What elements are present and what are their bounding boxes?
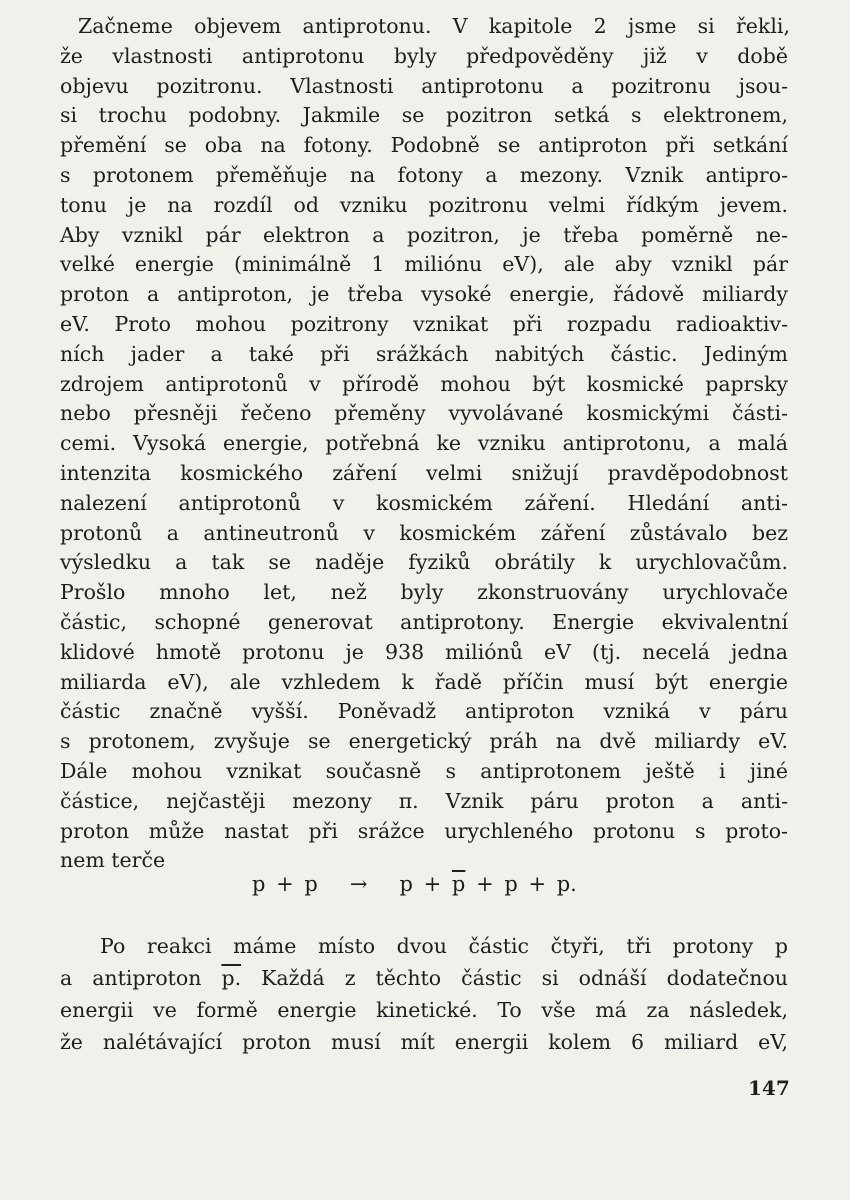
text-line: proton a antiproton, je třeba vysoké energie, řádově miliardy (60, 282, 788, 307)
paragraph-2-line: Po reakci máme místo dvou částic čtyři, tři protony p (100, 934, 788, 958)
equation-left: p + p (252, 872, 318, 896)
text-line: nem terče (60, 848, 166, 873)
text-line: si trochu podobny. Jakmile se pozitron setká s elektronem, (60, 103, 788, 128)
text-line: miliarda eV), ale vzhledem k řadě příčin musí být energie (60, 669, 788, 694)
reaction-equation (252, 872, 577, 896)
text-line: intenzita kosmického záření velmi snižují pravděpodobnost (60, 461, 788, 485)
equation-right-a: p + (399, 872, 442, 896)
text-line: tonu je na rozdíl od vzniku pozitronu velmi řídkým jevem. (60, 192, 788, 217)
text-line: eV. Proto mohou pozitrony vznikat při rozpadu radioaktiv- (60, 312, 788, 336)
equation-right-b: + p + p. (476, 872, 577, 896)
equation-antiproton: $\overline{p}$ (451, 872, 466, 896)
text-line: cemi. Vysoká energie, potřebná ke vzniku antiprotonu, a malá (60, 431, 788, 456)
text-line: přemění se oba na fotony. Podobně se antiproton při setkání (60, 133, 788, 158)
paragraph-2-line: že nalétávající proton musí mít energii kolem 6 miliard eV, (60, 1030, 788, 1054)
text-line: výsledku a tak se naděje fyziků obrátily k urychlovačům. (60, 550, 788, 575)
text-line: částice, nejčastěji mezony π. Vznik páru proton a anti- (60, 788, 788, 813)
text-line: Aby vznikl pár elektron a pozitron, je třeba poměrně ne- (60, 222, 788, 247)
text-line: protonů a antineutronů v kosmickém záření zůstávalo bez (60, 520, 788, 545)
text-line: proton může nastat při srážce urychleného protonu s proto- (60, 818, 788, 843)
text-line: Dále mohou vznikat současně s antiprotonem ještě i jiné (60, 759, 788, 783)
text-line: s protonem, zvyšuje se energetický práh na dvě miliardy eV. (60, 729, 788, 754)
page-number: 147 (748, 1076, 790, 1100)
paragraph-2-line: a antiproton p. Každá z těchto částic si odnáší dodatečnou (60, 966, 788, 990)
text-line: ních jader a také při srážkách nabitých částic. Jediným (60, 341, 788, 366)
text-line: částic, schopné generovat antiprotony. Energie ekvivalentní (60, 610, 788, 634)
text-line: objevu pozitronu. Vlastnosti antiprotonu a pozitronu jsou- (60, 73, 788, 98)
text-line: nebo přesněji řečeno přeměny vyvolávané kosmickými části- (60, 401, 788, 426)
text-line: zdrojem antiprotonů v přírodě mohou být kosmické paprsky (60, 371, 788, 396)
text-line: že vlastnosti antiprotonu byly předpověděny již v době (60, 43, 788, 68)
paragraph-2-line: energii ve formě energie kinetické. To vše má za následek, (60, 998, 788, 1022)
text-line: Začneme objevem antiprotonu. V kapitole 2 jsme si řekli, (78, 14, 790, 38)
text-line: velké energie (minimálně 1 miliónu eV), ale aby vznikl pár (60, 252, 788, 277)
text-line: klidové hmotě protonu je 938 miliónů eV (tj. necelá jedna (60, 639, 788, 664)
text-line: nalezení antiprotonů v kosmickém záření. Hledání anti- (60, 490, 788, 515)
equation-arrow: → (349, 872, 368, 896)
text-line: s protonem přeměňuje na fotony a mezony. Vznik antipro- (60, 163, 788, 187)
text-line: Prošlo mnoho let, než byly zkonstruovány urychlovače (60, 580, 788, 605)
text-line: částic značně vyšší. Poněvadž antiproton vzniká v páru (60, 699, 788, 724)
